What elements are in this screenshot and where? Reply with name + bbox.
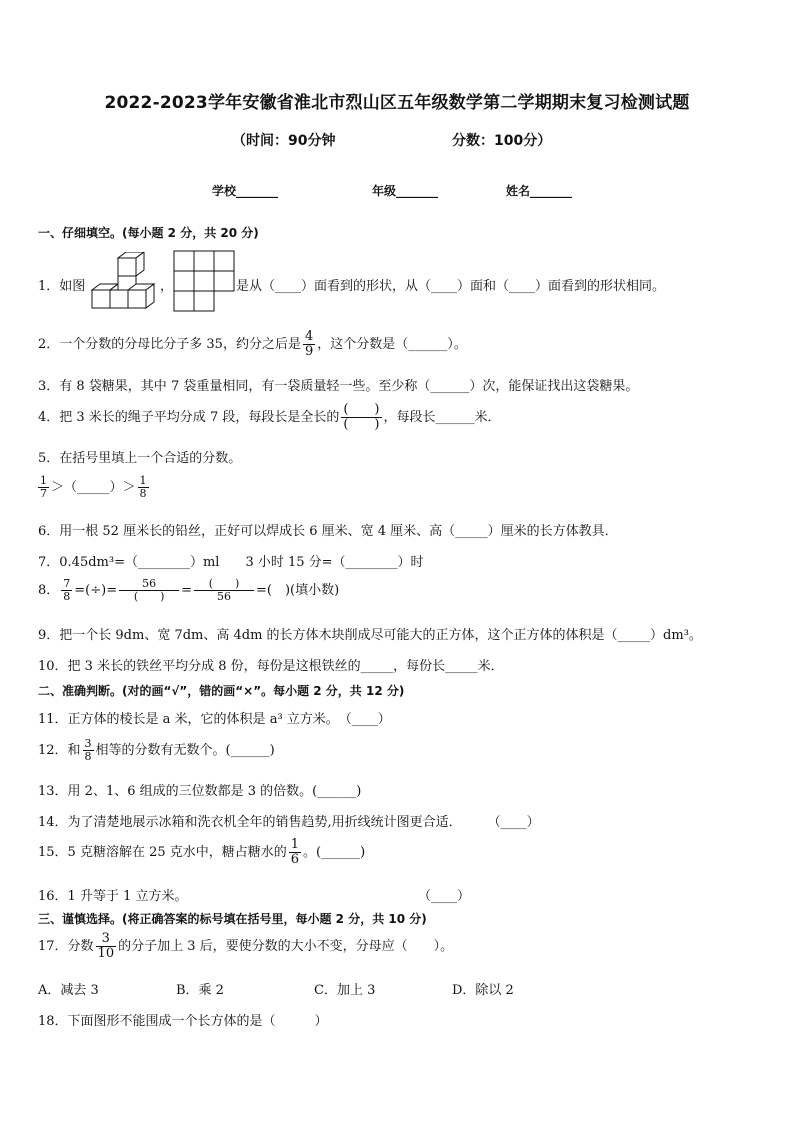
q1-prefix: 1．如图 (38, 279, 86, 294)
q13-text: 13．用 2、1、6 组成的三位数都是 3 的倍数。(______) (38, 784, 362, 799)
q5-frac-2 (138, 475, 149, 500)
q8-num-1: 7 (63, 577, 71, 590)
q8-line (38, 578, 339, 603)
q5-num-2: 1 (139, 474, 147, 487)
q1-text: 是从（____）面看到的形状，从（____）面和（____）面看到的形状相同。 (236, 279, 666, 294)
q8-den-3: 56 (217, 590, 232, 603)
q8-den-2: ( ) (133, 590, 165, 603)
q2-den: 9 (304, 344, 314, 359)
q8-eq: = (181, 583, 193, 598)
view-grid-figure (173, 250, 237, 316)
q2-num: 4 (304, 329, 314, 344)
section-2-heading: 二、准确判断。(对的画“√”，错的画“×”。每小题 2 分，共 12 分) (38, 684, 405, 698)
q5-num-1: 1 (40, 474, 47, 487)
q2-line (38, 330, 467, 359)
q15-fraction (289, 838, 301, 867)
q17-text-b: 的分子加上 3 后，要使分数的大小不变，分母应（ ）。 (118, 939, 454, 954)
q5-inequality (36, 475, 151, 500)
q17-option-b: B．乘 2 (176, 983, 224, 998)
q4-line (38, 403, 501, 432)
q16-blank: （____） (418, 889, 471, 904)
q17-option-c: C．加上 3 (314, 983, 376, 998)
q17-fraction (96, 932, 117, 961)
q18-text: 18．下面图形不能围成一个长方体的是（ ） (38, 1014, 328, 1029)
q17-option-a: A．减去 3 (38, 983, 99, 998)
q17-text-a: 17．分数 (38, 939, 94, 954)
section-3-heading: 三、谨慎选择。(将正确答案的标号填在括号里，每小题 2 分，共 10 分) (38, 912, 427, 926)
q8-prefix: 8． (38, 583, 60, 598)
q2-text-b: ，这个分数是（______）。 (317, 337, 467, 352)
q12-text-b: 相等的分数有无数个。(______) (95, 743, 275, 758)
q2-text-a: 2．一个分数的分母比分子多 35，约分之后是 (38, 337, 301, 352)
q8-den-1: 8 (63, 590, 71, 603)
exam-title: 2022-2023学年安徽省淮北市烈山区五年级数学第二学期期末复习检测试题 (104, 93, 690, 113)
q12-text-a: 12．和 (38, 743, 81, 758)
q10-text: 10．把 3 米长的铁丝平均分成 8 份，每份是这根铁丝的_____，每份长_____米． (38, 659, 504, 674)
q5-text: 5．在括号里填上一个合适的分数。 (38, 451, 242, 466)
q15-num: 1 (290, 837, 300, 852)
q8-frac-3 (194, 578, 254, 603)
q15-text-b: 。(______) (303, 845, 366, 860)
q6-text: 6．用一根 52 厘米长的铅丝，正好可以焊成长 6 厘米、宽 4 厘米、高（_____）厘米的长方体教具． (38, 524, 618, 539)
q4-text-a: 4．把 3 米长的绳子平均分成 7 段，每段长是全长的 (38, 410, 340, 425)
q12-line (38, 738, 275, 763)
section-1-heading: 一、仔细填空。(每小题 2 分，共 20 分) (38, 226, 259, 240)
q17-line (38, 932, 453, 961)
q4-text-b: ，每段长______米． (383, 410, 501, 425)
q3-text: 3．有 8 袋糖果，其中 7 袋重量相同，有一袋质量轻一些。至少称（______）次，能保证找出这袋糖果。 (38, 379, 639, 394)
exam-time: （时间：90分钟 (232, 133, 336, 149)
grade-field: 年级_______ (372, 184, 439, 198)
q4-fraction (341, 403, 381, 432)
q9-text: 9．把一个长 9dm、宽 7dm、高 4dm 的长方体木块削成尽可能大的正方体，这个正方体的体积是（_____）dm³。 (38, 628, 702, 643)
q8-frac-2 (119, 578, 179, 603)
q14-text: 14．为了清楚地展示冰箱和洗衣机全年的销售趋势,用折线统计图更合适． （____） (38, 815, 540, 830)
q8-frac-1 (61, 578, 72, 603)
q4-den: ( ) (343, 417, 380, 432)
exam-score: 分数：100分） (452, 133, 552, 149)
q12-num: 3 (84, 737, 92, 750)
q8-div: =(÷)= (74, 583, 118, 598)
q15-line (38, 838, 365, 867)
q15-den: 6 (290, 852, 300, 867)
q8-num-2: 56 (119, 578, 179, 591)
q8-decimal: =( )(填小数) (256, 583, 340, 598)
q17-option-d: D．除以 2 (452, 983, 514, 998)
q15-text-a: 15．5 克糖溶解在 25 克水中，糖占糖水的 (38, 845, 287, 860)
q5-den-2: 8 (139, 487, 147, 500)
q11-text: 11．正方体的棱长是 a 米，它的体积是 a³ 立方米。 （____） (38, 712, 391, 727)
name-field: 姓名_______ (506, 184, 573, 198)
q12-fraction (83, 738, 94, 763)
q16-text: 16．1 升等于 1 立方米。 (38, 889, 188, 904)
q7-text: 7．0.45dm³=（________）ml 3 小时 15 分=（________）时 (38, 555, 424, 570)
q12-den: 8 (84, 750, 92, 763)
q4-num: ( ) (343, 402, 380, 417)
cube-stack-figure (88, 252, 160, 312)
q2-fraction (303, 330, 315, 359)
q8-num-3: ( ) (194, 578, 254, 591)
q1-comma: ， (160, 279, 174, 294)
q5-den-1: 7 (40, 487, 47, 500)
q5-middle: ＞（_____）＞ (51, 480, 136, 495)
q17-den: 10 (97, 946, 115, 961)
school-field: 学校_______ (212, 184, 279, 198)
q5-frac-1 (38, 475, 49, 500)
q17-num: 3 (96, 932, 117, 947)
